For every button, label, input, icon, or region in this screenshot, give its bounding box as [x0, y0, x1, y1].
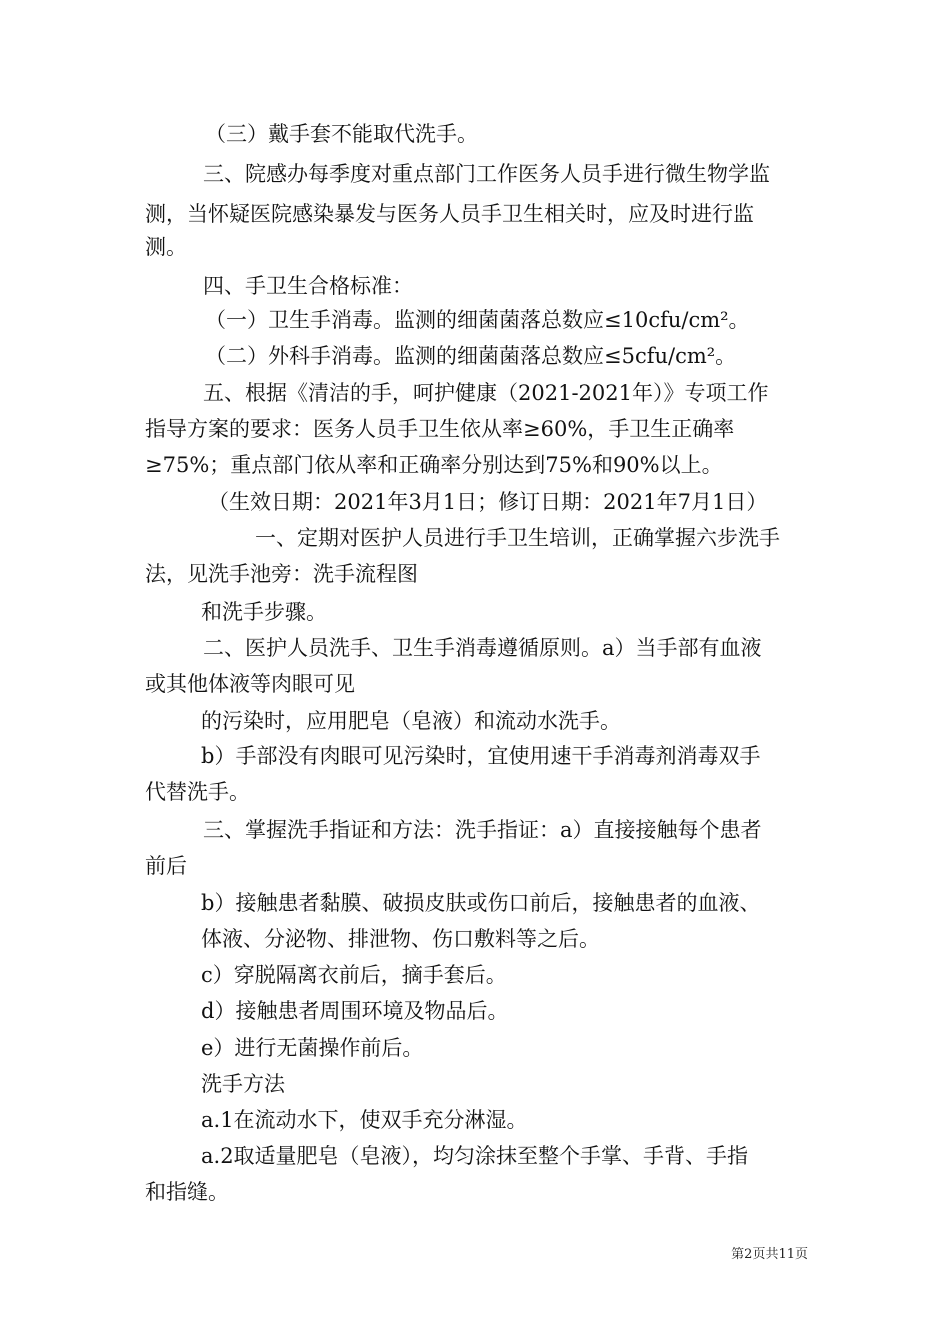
text-line: b）接触患者黏膜、破损皮肤或伤口前后，接触患者的血液、 [201, 891, 761, 915]
text-line: 洗手方法 [201, 1072, 285, 1096]
text-line: 体液、分泌物、排泄物、伤口敷料等之后。 [201, 927, 600, 951]
text-line: e）进行无菌操作前后。 [201, 1036, 424, 1060]
text-line: 二、医护人员洗手、卫生手消毒遵循原则。a）当手部有血液 [203, 636, 762, 660]
text-line: （二）外科手消毒。监测的细菌菌落总数应≤5cfu/cm²。 [205, 344, 737, 368]
text-line: 代替洗手。 [145, 780, 250, 804]
text-line: 测，当怀疑医院感染暴发与医务人员手卫生相关时，应及时进行监 [145, 202, 754, 226]
text-line: 一、定期对医护人员进行手卫生培训，正确掌握六步洗手 [255, 526, 780, 550]
page-number-footer: 第2页共11页 [731, 1247, 808, 1262]
text-line: a.1在流动水下，使双手充分淋湿。 [201, 1108, 528, 1132]
text-line: 或其他体液等肉眼可见 [145, 672, 355, 696]
text-line: （生效日期：2021年3月1日；修订日期：2021年7月1日） [208, 490, 768, 514]
text-line: ≥75%；重点部门依从率和正确率分别达到75%和90%以上。 [145, 453, 723, 477]
text-line: 三、掌握洗手指证和方法：洗手指证：a）直接接触每个患者 [203, 818, 762, 842]
text-line: a.2取适量肥皂（皂液），均匀涂抹至整个手掌、手背、手指 [201, 1144, 749, 1168]
text-line: 四、手卫生合格标准： [203, 274, 413, 298]
text-line: c）穿脱隔离衣前后，摘手套后。 [201, 963, 507, 987]
text-line: （一）卫生手消毒。监测的细菌菌落总数应≤10cfu/cm²。 [205, 308, 750, 332]
text-line: 指导方案的要求：医务人员手卫生依从率≥60%，手卫生正确率 [145, 417, 735, 441]
text-line: 测。 [145, 235, 187, 259]
text-line: 前后 [145, 854, 187, 878]
text-line: d）接触患者周围环境及物品后。 [201, 999, 509, 1023]
text-line: 法，见洗手池旁：洗手流程图 [145, 562, 418, 586]
text-line: 五、根据《清洁的手，呵护健康（2021-2021年）》专项工作 [203, 381, 769, 405]
text-line: 三、院感办每季度对重点部门工作医务人员手进行微生物学监 [203, 162, 770, 186]
text-line: 和洗手步骤。 [201, 600, 327, 624]
text-line: （三）戴手套不能取代洗手。 [205, 122, 478, 146]
text-line: 和指缝。 [145, 1180, 229, 1204]
text-line: 的污染时，应用肥皂（皂液）和流动水洗手。 [201, 709, 621, 733]
text-line: b）手部没有肉眼可见污染时，宜使用速干手消毒剂消毒双手 [201, 744, 761, 768]
